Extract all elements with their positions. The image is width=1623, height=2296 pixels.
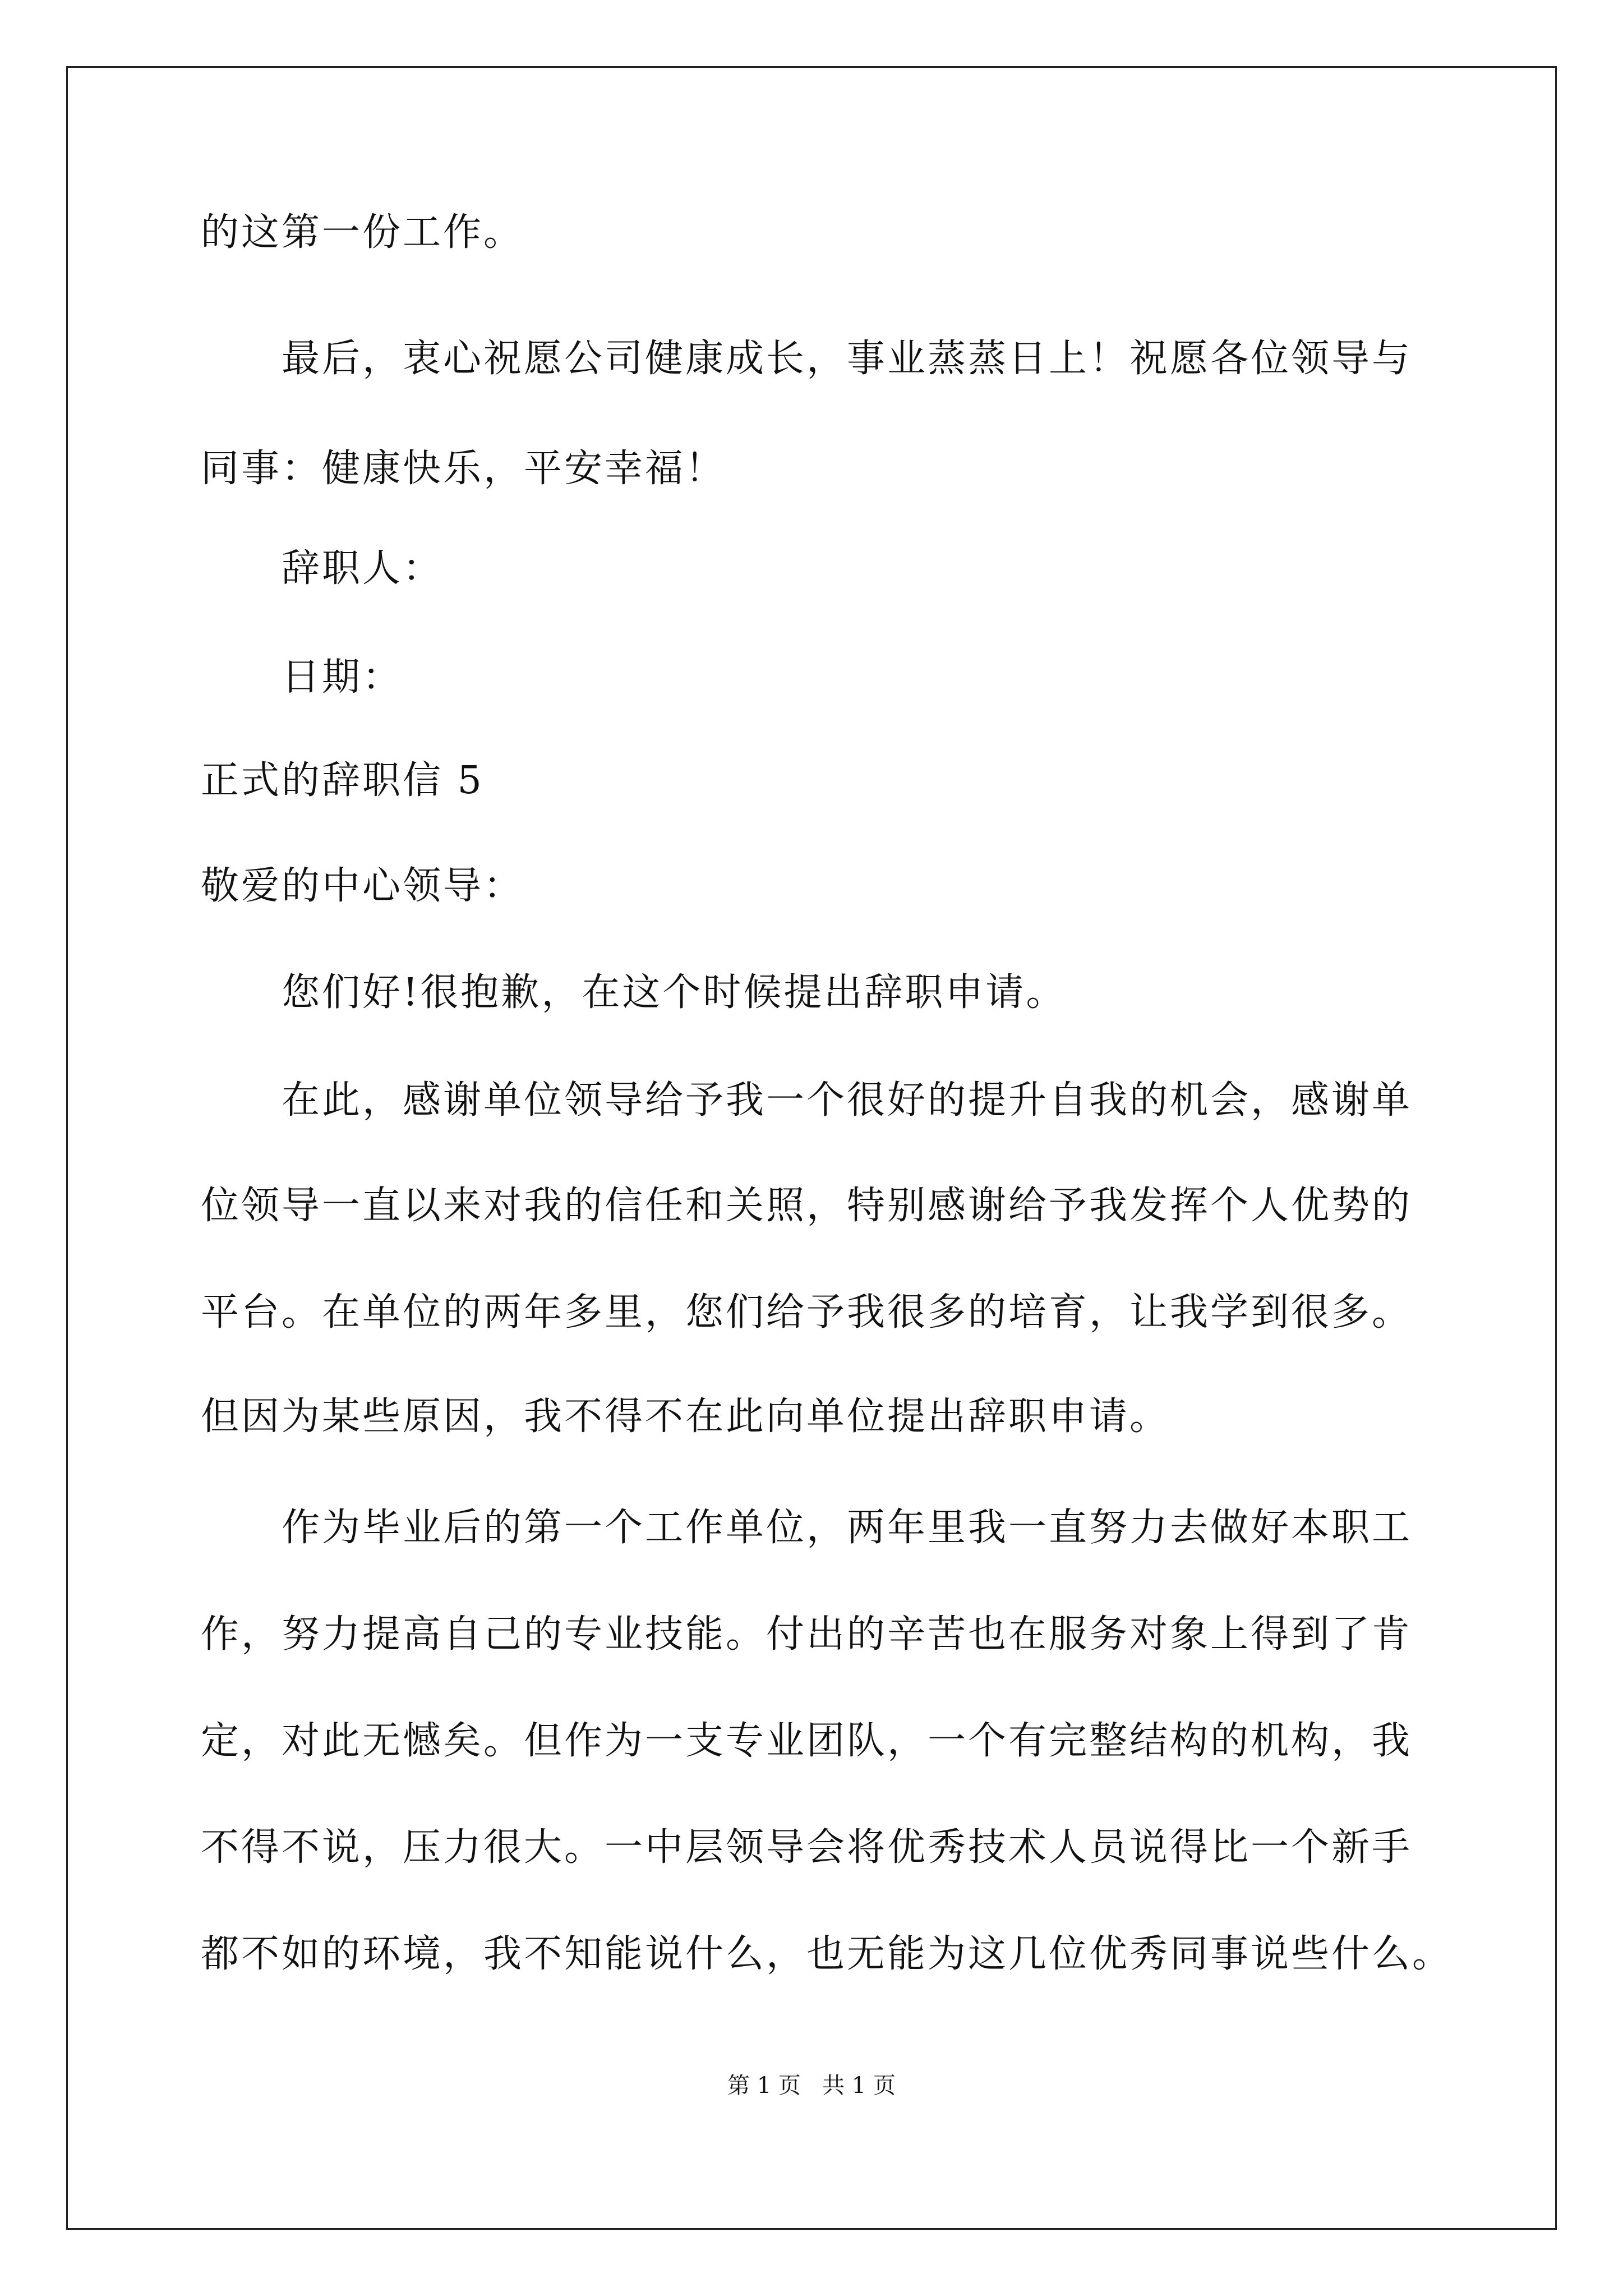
text-line: 日期： [282, 655, 403, 700]
text-line: 平台。在单位的两年多里，您们给予我很多的培育，让我学到很多。 [201, 1290, 1413, 1335]
text-line: 同事：健康快乐，平安幸福！ [201, 447, 726, 491]
text-line: 都不如的环境，我不知能说什么，也无能为这几位优秀同事说些什么。 [201, 1932, 1453, 1976]
text-line: 不得不说，压力很大。一中层领导会将优秀技术人员说得比一个新手 [201, 1825, 1413, 1870]
page-border [66, 66, 1557, 2230]
text-line: 您们好!很抱歉，在这个时候提出辞职申请。 [282, 970, 1067, 1015]
text-line: 定，对此无憾矣。但作为一支专业团队，一个有完整结构的机构，我 [201, 1719, 1413, 1763]
text-line: 但因为某些原因，我不得不在此向单位提出辞职申请。 [201, 1395, 1170, 1439]
text-line: 位领导一直以来对我的信任和关照，特别感谢给予我发挥个人优势的 [201, 1184, 1413, 1228]
text-line: 在此，感谢单位领导给予我一个很好的提升自我的机会，感谢单 [282, 1078, 1413, 1122]
page-footer: 第 1 页 共 1 页 [727, 2073, 896, 2099]
text-line: 的这第一份工作。 [201, 210, 524, 255]
section-heading: 正式的辞职信 5 [201, 758, 484, 803]
salutation: 敬爱的中心领导： [201, 864, 524, 908]
text-line: 作为毕业后的第一个工作单位，两年里我一直努力去做好本职工 [282, 1506, 1413, 1550]
text-line: 辞职人： [282, 546, 444, 591]
text-line: 最后，衷心祝愿公司健康成长，事业蒸蒸日上！祝愿各位领导与 [282, 337, 1413, 381]
text-line: 作，努力提高自己的专业技能。付出的辛苦也在服务对象上得到了肯 [201, 1612, 1413, 1657]
